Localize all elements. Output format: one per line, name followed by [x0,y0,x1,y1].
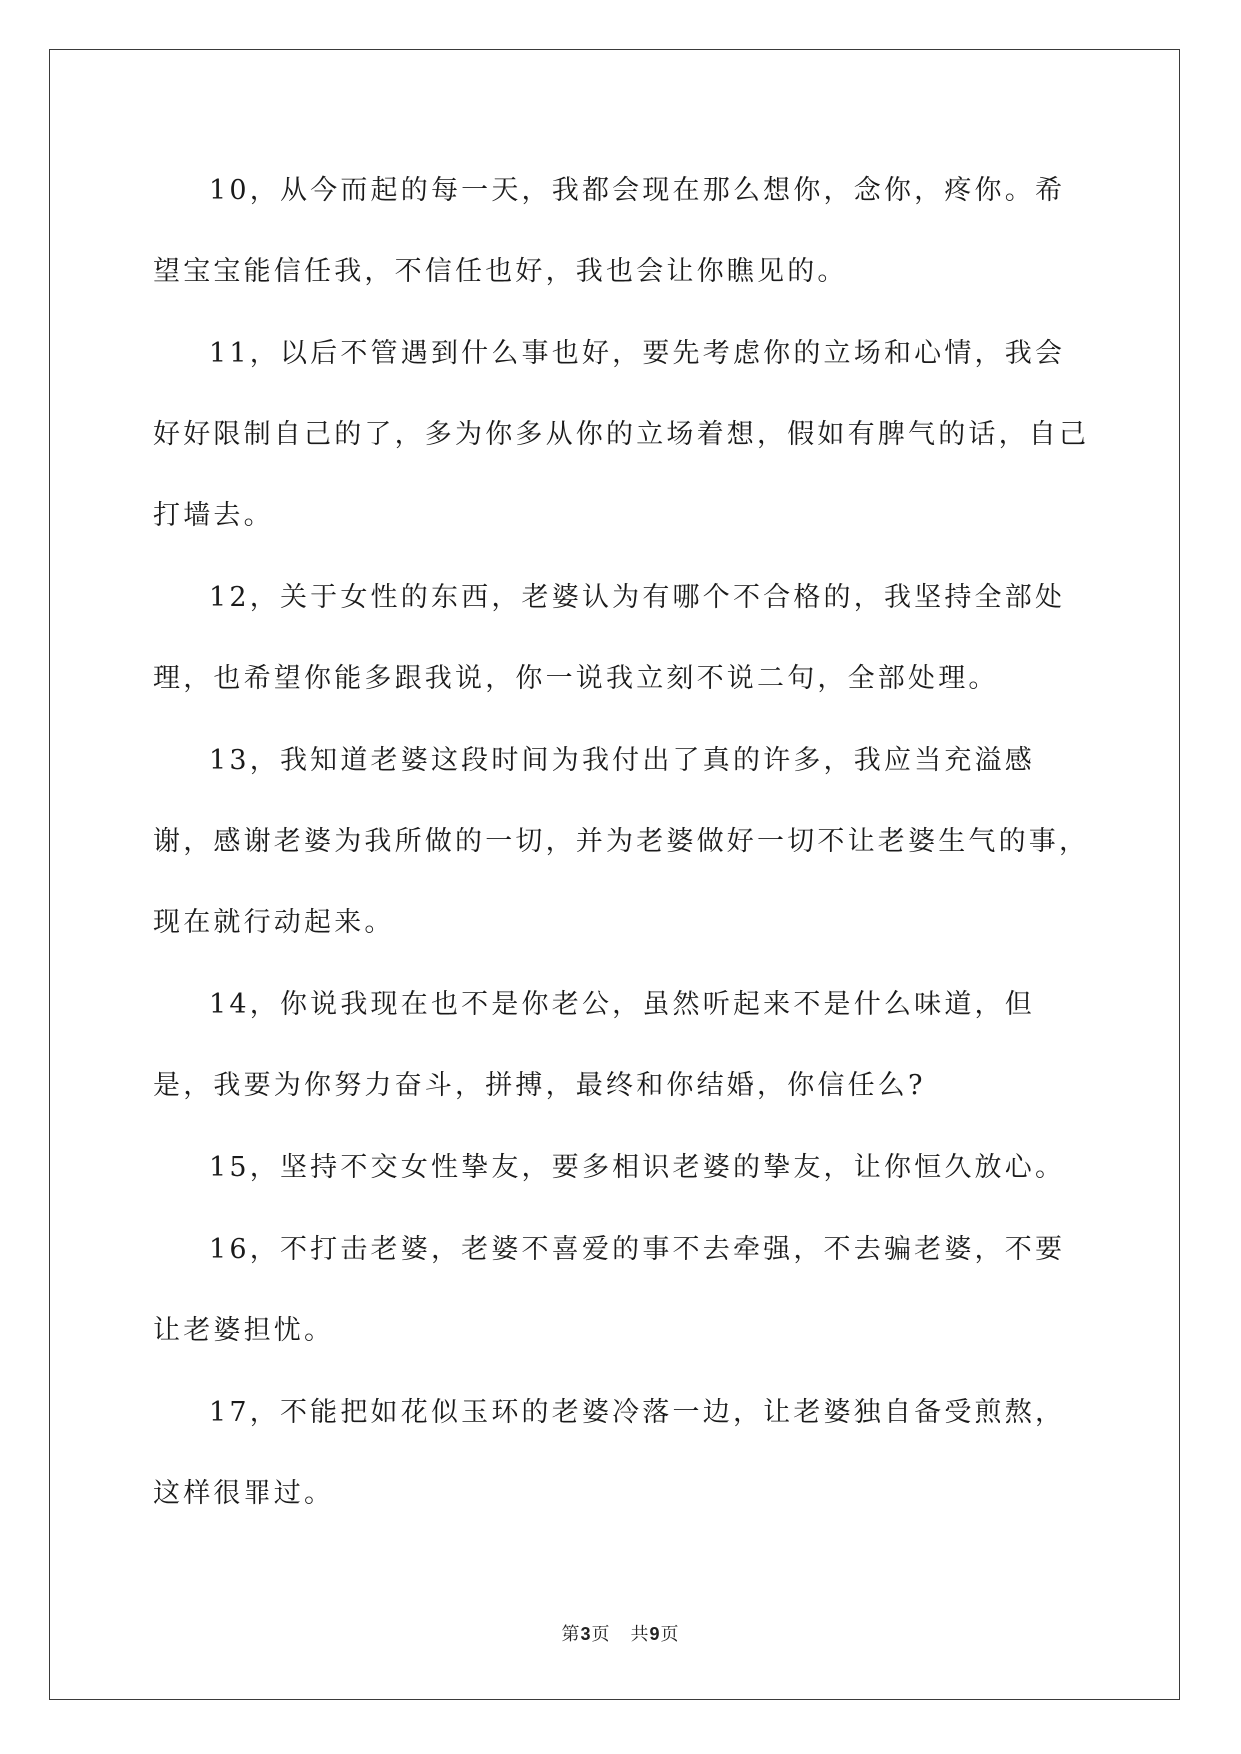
document-body [153,150,1093,1535]
total-page-number: 9 [649,1624,661,1644]
page-suffix: 页 [591,1624,611,1645]
current-page-number: 3 [580,1624,592,1644]
paragraph-11: 11，以后不管遇到什么事也好，要先考虑你的立场和心情，我会好好限制自己的了，多为你多从你的立场着想，假如有脾气的话，自己打墙去。 [153,338,1090,531]
page-prefix: 第 [561,1624,581,1645]
paragraph-10: 10，从今而起的每一天，我都会现在那么想你，念你，疼你。希望宝宝能信任我，不信任也好，我也会让你瞧见的。 [153,175,1066,287]
total-prefix: 共 [630,1624,650,1645]
paragraph-16: 16，不打击老婆，老婆不喜爱的事不去牵强，不去骗老婆，不要让老婆担忧。 [153,1234,1066,1346]
paragraph-17: 17，不能把如花似玉环的老婆冷落一边，让老婆独自备受煎熬，这样很罪过。 [153,1397,1066,1509]
paragraph-13: 13，我知道老婆这段时间为我付出了真的许多，我应当充溢感谢，感谢老婆为我所做的一切，并为老婆做好一切不让老婆生气的事，现在就行动起来。 [153,745,1090,938]
paragraph-15: 15，坚持不交女性挚友，要多相识老婆的挚友，让你恒久放心。 [209,1152,1066,1183]
paragraph-12: 12，关于女性的东西，老婆认为有哪个不合格的，我坚持全部处理，也希望你能多跟我说，你一说我立刻不说二句，全部处理。 [153,582,1066,694]
paragraph-14: 14，你说我现在也不是你老公，虽然听起来不是什么味道，但是，我要为你努力奋斗，拼搏，最终和你结婚，你信任么? [153,989,1035,1101]
total-suffix: 页 [660,1624,680,1645]
page-footer [0,1620,1241,1646]
